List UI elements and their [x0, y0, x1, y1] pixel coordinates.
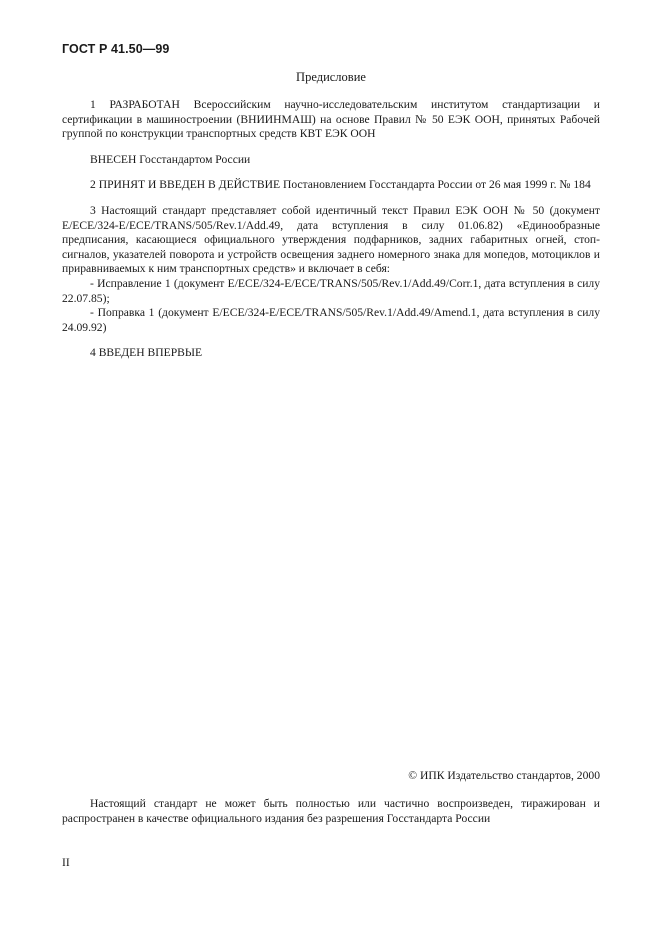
- item-3-identical-text: 3 Настоящий стандарт представляет собой идентичный текст Правил ЕЭК ООН № 50 (документ E/ECE/324-E/ECE/TRANS/505/Rev.1/Add.49, дата вступления в силу 01.06.82) «Единообразные предписания, касающиеся официального утверждения подфарников, задних габаритных огней, стоп-сигналов, указателей поворота и устройств освещения заднего номерного знака для мопедов, мотоциклов и приравниваемых к ним транспортных средств» и включает в себя:: [62, 203, 600, 276]
- foreword-body: [62, 98, 600, 372]
- item-4-first-time: 4 ВВЕДЕН ВПЕРВЫЕ: [90, 346, 203, 360]
- item-1-introduced: ВНЕСЕН Госстандартом России: [90, 152, 251, 166]
- page-title: Предисловие: [296, 70, 366, 84]
- item-3-correction: - Исправление 1 (документ E/ECE/324-E/ECE/TRANS/505/Rev.1/Add.49/Corr.1, дата вступления в силу 22.07.85);: [62, 276, 600, 305]
- copyright-line: © ИПК Издательство стандартов, 2000: [408, 769, 600, 782]
- item-2-adopted: 2 ПРИНЯТ И ВВЕДЕН В ДЕЙСТВИЕ Постановлением Госстандарта России от 26 мая 1999 г. № 184: [90, 178, 591, 192]
- item-1-developed: 1 РАЗРАБОТАН Всероссийским научно-исследовательским институтом стандартизации и сертификации в машиностроении (ВНИИНМАШ) на основе Правил № 50 ЕЭК ООН, принятых Рабочей группой по конструкции транспортных средств КВТ ЕЭК ООН: [62, 98, 600, 141]
- item-3-amendment: - Поправка 1 (документ E/ECE/324-E/ECE/TRANS/505/Rev.1/Add.49/Amend.1, дата вступления в силу 24.09.92): [62, 306, 600, 334]
- reproduction-notice: Настоящий стандарт не может быть полностью или частично воспроизведен, тиражирован и распространен в качестве официального издания без разрешения Госстандарта России: [62, 797, 600, 825]
- standard-code-header: ГОСТ Р 41.50—99: [62, 42, 170, 56]
- page-number: II: [62, 856, 70, 869]
